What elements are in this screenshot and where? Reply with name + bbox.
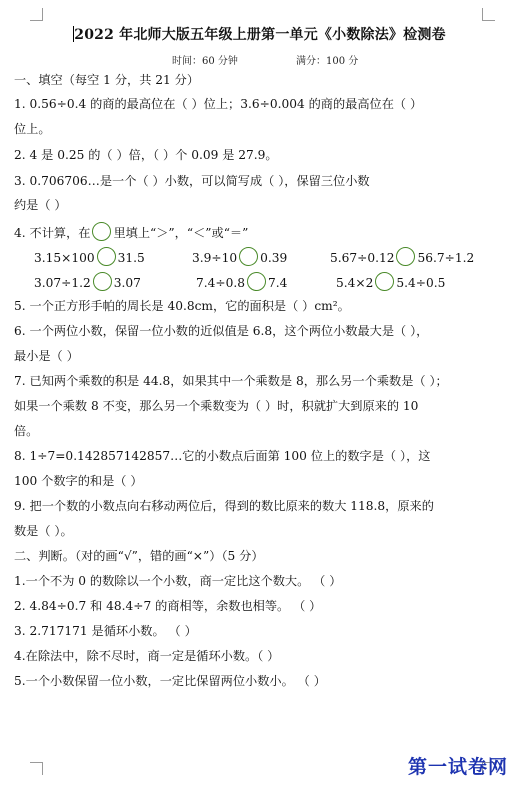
page-title: 2022 年北师大版五年级上册第一单元《小数除法》检测卷 bbox=[74, 27, 446, 43]
section2-heading: 二、判断。（对的画“√”，错的画“×”）（5 分） bbox=[14, 549, 264, 563]
corner-mark-top-right bbox=[482, 8, 495, 21]
compare-left: 5.67÷0.12 bbox=[330, 251, 395, 265]
judge-question-1: 1.一个不为 0 的数除以一个小数，商一定比这个数大。 （ ） bbox=[14, 574, 342, 588]
compare-left: 3.15×100 bbox=[34, 251, 95, 265]
question-9-line-2: 数是（ ）。 bbox=[14, 524, 73, 538]
corner-mark-top-left bbox=[30, 8, 43, 21]
compare-right: 31.5 bbox=[117, 251, 145, 265]
compare-item bbox=[196, 272, 287, 292]
compare-left: 3.07÷1.2 bbox=[34, 276, 91, 290]
compare-item bbox=[330, 247, 474, 267]
question-7-line-1: 7. 已知两个乘数的积是 44.8，如果其中一个乘数是 8，那么另一个乘数是（ ）； bbox=[14, 374, 448, 388]
judge-question-2: 2. 4.84÷0.7 和 48.4÷7 的商相等，余数也相等。 （ ） bbox=[14, 599, 322, 613]
question-4-prefix: 4. 不计算，在 bbox=[14, 226, 91, 240]
compare-item bbox=[34, 272, 141, 292]
question-1-line-1: 1. 0.56÷0.4 的商的最高位在（ ）位上；3.6÷0.004 的商的最高位在（ ） bbox=[14, 97, 423, 111]
question-8-line-2: 100 个数字的和是（ ） bbox=[14, 474, 143, 488]
judge-question-5: 5.一个小数保留一位小数，一定比保留两位小数小。 （ ） bbox=[14, 674, 326, 688]
answer-circle[interactable] bbox=[92, 222, 111, 241]
question-5: 5. 一个正方形手帕的周长是 40.8cm，它的面积是（ ）cm²。 bbox=[14, 299, 350, 313]
question-4-suffix: 里填上“＞”，“＜”或“＝” bbox=[113, 226, 249, 240]
answer-circle[interactable] bbox=[396, 247, 415, 266]
answer-circle[interactable] bbox=[239, 247, 258, 266]
answer-circle[interactable] bbox=[247, 272, 266, 291]
compare-right: 5.4÷0.5 bbox=[396, 276, 446, 290]
compare-right: 0.39 bbox=[260, 251, 288, 265]
section1-heading: 一、填空（每空 1 分，共 21 分） bbox=[14, 73, 200, 87]
question-6-line-2: 最小是（ ） bbox=[14, 349, 79, 363]
compare-left: 7.4÷0.8 bbox=[196, 276, 245, 290]
question-6-line-1: 6. 一个两位小数，保留一位小数的近似值是 6.8，这个两位小数最大是（ ）， bbox=[14, 324, 429, 338]
question-1-line-2: 位上。 bbox=[14, 122, 51, 136]
judge-question-3: 3. 2.717171 是循环小数。 （ ） bbox=[14, 624, 197, 638]
question-3-line-2: 约是（ ） bbox=[14, 198, 67, 212]
answer-circle[interactable] bbox=[375, 272, 394, 291]
compare-left: 3.9÷10 bbox=[192, 251, 238, 265]
compare-left: 5.4×2 bbox=[336, 276, 374, 290]
site-watermark: 第一试卷网 bbox=[408, 756, 509, 778]
exam-time: 时间：60 分钟 bbox=[172, 56, 238, 67]
question-9-line-1: 9. 把一个数的小数点向右移动两位后，得到的数比原来的数大 118.8，原来的 bbox=[14, 499, 434, 513]
compare-right: 3.07 bbox=[113, 276, 141, 290]
compare-right: 56.7÷1.2 bbox=[417, 251, 475, 265]
judge-question-4: 4.在除法中，除不尽时，商一定是循环小数。（ ） bbox=[14, 649, 280, 663]
compare-right: 7.4 bbox=[267, 276, 288, 290]
corner-mark-bottom-left bbox=[30, 762, 43, 775]
compare-item bbox=[192, 247, 287, 267]
question-8-line-1: 8. 1÷7=0.142857142857…它的小数点后面第 100 位上的数字是（ ），这 bbox=[14, 449, 431, 463]
question-2: 2. 4 是 0.25 的（ ）倍，（ ）个 0.09 是 27.9。 bbox=[14, 148, 278, 162]
question-4 bbox=[14, 222, 248, 241]
answer-circle[interactable] bbox=[93, 272, 112, 291]
answer-circle[interactable] bbox=[97, 247, 116, 266]
question-7-line-2: 如果一个乘数 8 不变，那么另一个乘数变为（ ）时，积就扩大到原来的 10 bbox=[14, 399, 419, 413]
compare-item bbox=[336, 272, 445, 292]
exam-score: 满分：100 分 bbox=[296, 56, 359, 67]
question-3-line-1: 3. 0.706706…是一个（ ）小数，可以简写成（ ），保留三位小数 bbox=[14, 174, 370, 188]
question-7-line-3: 倍。 bbox=[14, 424, 39, 438]
compare-item bbox=[34, 247, 145, 267]
